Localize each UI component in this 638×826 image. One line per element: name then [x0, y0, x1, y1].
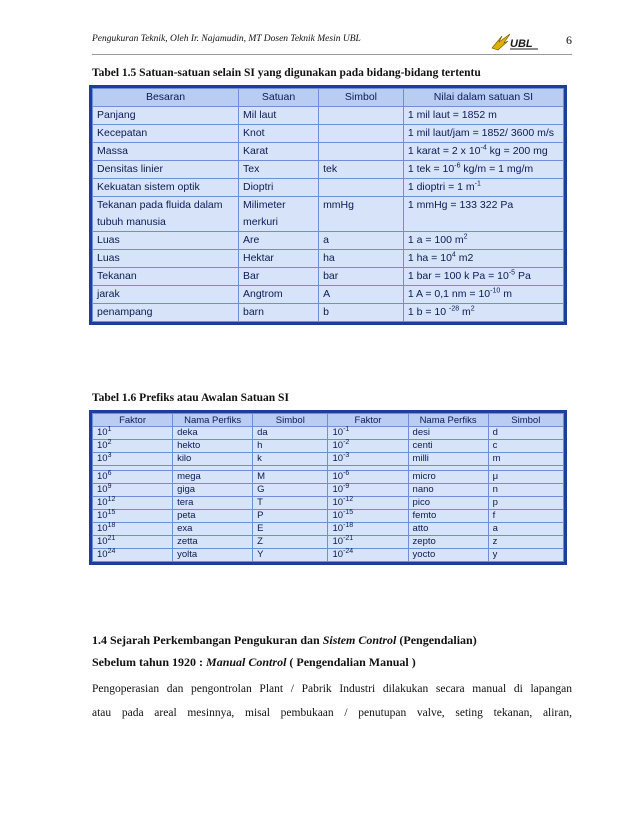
table-cell: Y	[253, 549, 328, 562]
column-header: Nama Perfiks	[408, 414, 488, 427]
table-cell: n	[488, 484, 563, 497]
table-cell: 1 tek = $10^{-6}$ kg/m = 1 mg/m	[403, 161, 563, 179]
table-cell: Mil laut	[239, 107, 319, 125]
table-cell: desi	[408, 427, 488, 440]
table-cell: centi	[408, 440, 488, 453]
table-cell: $10^3$	[93, 453, 173, 466]
table-cell: Luas	[93, 250, 239, 268]
table-cell: $10^{-15}$	[328, 510, 408, 523]
paragraph-line: Pengoperasian dan pengontrolan Plant / Pabrik Industri dilakukan secara manual di lapangan	[92, 683, 572, 695]
column-header: Simbol	[488, 414, 563, 427]
table-cell: yocto	[408, 549, 488, 562]
page-number: 6	[566, 33, 572, 47]
table-cell: y	[488, 549, 563, 562]
subheading-prefix: Sebelum tahun 1920 :	[92, 655, 207, 669]
table-cell: 1 bar = 100 k $Pa = 10^{-5}$ Pa	[403, 268, 563, 286]
table-cell: Tekanan pada fluida dalam tubuh manusia	[93, 197, 239, 232]
table-cell: m	[488, 453, 563, 466]
table-cell: k	[253, 453, 328, 466]
table-row	[93, 510, 564, 523]
table-cell: G	[253, 484, 328, 497]
table-cell: a	[319, 232, 404, 250]
table-cell: $10^{-9}$	[328, 484, 408, 497]
table-cell: 1 mil laut = 1852 m	[403, 107, 563, 125]
table-cell: bar	[319, 268, 404, 286]
table-cell: nano	[408, 484, 488, 497]
table-row	[93, 125, 564, 143]
table-row	[93, 107, 564, 125]
table-cell: d	[488, 427, 563, 440]
table-cell: 1 ha = $10^4$ m2	[403, 250, 563, 268]
table-cell: Massa	[93, 143, 239, 161]
table-cell: p	[488, 497, 563, 510]
table-1-5-header-row	[93, 89, 564, 107]
table-row	[93, 440, 564, 453]
table-cell: kilo	[173, 453, 253, 466]
table-cell: Kekuatan sistem optik	[93, 179, 239, 197]
table-cell: ha	[319, 250, 404, 268]
ubl-logo	[490, 30, 540, 52]
table-row	[93, 232, 564, 250]
table-1-6-caption: Tabel 1.6 Prefiks atau Awalan Satuan SI	[92, 392, 289, 404]
table-cell: Kecepatan	[93, 125, 239, 143]
section-heading	[92, 633, 477, 648]
table-cell: exa	[173, 523, 253, 536]
column-header: Faktor	[328, 414, 408, 427]
table-cell: femto	[408, 510, 488, 523]
table-cell: mega	[173, 471, 253, 484]
table-1-6-frame	[89, 410, 567, 565]
table-cell: $10^{-18}$	[328, 523, 408, 536]
table-row	[93, 453, 564, 466]
table-cell: jarak	[93, 286, 239, 304]
table-cell: zepto	[408, 536, 488, 549]
table-cell: 1 A = 0,1 nm = $10^{-10}$ m	[403, 286, 563, 304]
table-1-5	[92, 88, 564, 322]
table-row	[93, 286, 564, 304]
subheading-italic: Manual Control	[206, 655, 287, 669]
table-cell: $10^{-21}$	[328, 536, 408, 549]
table-row	[93, 484, 564, 497]
table-cell: Karat	[239, 143, 319, 161]
page-header	[92, 30, 572, 52]
section-heading-suffix: (Pengendalian)	[396, 633, 477, 647]
table-cell: $10^{18}$	[93, 523, 173, 536]
table-cell: Are	[239, 232, 319, 250]
table-cell: hekto	[173, 440, 253, 453]
table-cell: b	[319, 304, 404, 322]
table-cell: micro	[408, 471, 488, 484]
table-cell: $10^2$	[93, 440, 173, 453]
table-cell: Z	[253, 536, 328, 549]
table-cell: E	[253, 523, 328, 536]
table-cell: Angtrom	[239, 286, 319, 304]
table-cell: deka	[173, 427, 253, 440]
table-cell: c	[488, 440, 563, 453]
table-cell: 1 b = 10 $^{-28}$ $m^2$	[403, 304, 563, 322]
table-row	[93, 536, 564, 549]
table-cell: Milimeter merkuri	[239, 197, 319, 232]
table-cell: $10^{12}$	[93, 497, 173, 510]
section-heading-prefix: 1.4 Sejarah Perkembangan Pengukuran dan	[92, 633, 323, 647]
table-cell: barn	[239, 304, 319, 322]
table-1-5-caption: Tabel 1.5 Satuan-satuan selain SI yang digunakan pada bidang-bidang tertentu	[92, 67, 481, 79]
table-cell: $10^{-2}$	[328, 440, 408, 453]
table-cell: tek	[319, 161, 404, 179]
table-cell: $10^{-24}$	[328, 549, 408, 562]
table-cell: $10^{-3}$	[328, 453, 408, 466]
logo-text: UBL	[510, 38, 533, 50]
table-cell: Hektar	[239, 250, 319, 268]
table-cell: yolta	[173, 549, 253, 562]
table-cell: peta	[173, 510, 253, 523]
table-row	[93, 268, 564, 286]
table-cell	[319, 125, 404, 143]
table-cell: Luas	[93, 232, 239, 250]
table-cell: Knot	[239, 125, 319, 143]
table-row	[93, 250, 564, 268]
table-row	[93, 471, 564, 484]
table-cell: 1 mmHg = 133 322 Pa	[403, 197, 563, 232]
table-row	[93, 549, 564, 562]
table-cell: a	[488, 523, 563, 536]
column-header: Nama Perfiks	[173, 414, 253, 427]
table-cell: $10^{-1}$	[328, 427, 408, 440]
table-cell: zetta	[173, 536, 253, 549]
table-row	[93, 143, 564, 161]
table-cell	[319, 179, 404, 197]
table-cell: T	[253, 497, 328, 510]
table-cell: h	[253, 440, 328, 453]
table-cell: atto	[408, 523, 488, 536]
table-cell: mmHg	[319, 197, 404, 232]
table-1-5-frame	[89, 85, 567, 325]
table-cell: Panjang	[93, 107, 239, 125]
table-cell: Dioptri	[239, 179, 319, 197]
table-cell: $10^{15}$	[93, 510, 173, 523]
body-paragraph	[92, 677, 572, 725]
table-1-6-body	[93, 427, 564, 562]
table-cell: $10^1$	[93, 427, 173, 440]
column-header: Besaran	[93, 89, 239, 107]
table-cell: Tex	[239, 161, 319, 179]
paragraph-line: atau pada areal mesinnya, misal pembukaan / penutupan valve, seting tekanan, aliran,	[92, 707, 572, 719]
column-header: Simbol	[319, 89, 404, 107]
table-cell: pico	[408, 497, 488, 510]
table-row	[93, 197, 564, 232]
table-cell: da	[253, 427, 328, 440]
table-row	[93, 179, 564, 197]
table-cell: $10^6$	[93, 471, 173, 484]
column-header: Nilai dalam satuan SI	[403, 89, 563, 107]
table-cell: M	[253, 471, 328, 484]
table-cell: Bar	[239, 268, 319, 286]
table-cell: A	[319, 286, 404, 304]
table-cell: 1 a = 100 $m^2$	[403, 232, 563, 250]
table-cell: tera	[173, 497, 253, 510]
section-heading-italic: Sistem Control	[322, 633, 397, 647]
column-header: Simbol	[253, 414, 328, 427]
subheading-suffix: ( Pengendalian Manual )	[286, 655, 416, 669]
table-cell: giga	[173, 484, 253, 497]
table-cell: 1 karat = 2 x $10^{-4}$ kg = 200 mg	[403, 143, 563, 161]
table-cell: $10^9$	[93, 484, 173, 497]
table-cell: P	[253, 510, 328, 523]
table-cell	[319, 143, 404, 161]
section-subheading	[92, 655, 416, 670]
table-1-6	[92, 413, 564, 562]
table-cell: 1 dioptri = 1 $m^{-1}$	[403, 179, 563, 197]
table-cell: $10^{-12}$	[328, 497, 408, 510]
table-cell: μ	[488, 471, 563, 484]
table-1-6-header-row	[93, 414, 564, 427]
header-divider	[92, 54, 572, 55]
table-cell: penampang	[93, 304, 239, 322]
running-title: Pengukuran Teknik, Oleh Ir. Najamudin, MT Dosen Teknik Mesin UBL	[92, 34, 361, 44]
table-row	[93, 304, 564, 322]
table-cell: $10^{21}$	[93, 536, 173, 549]
table-cell: $10^{24}$	[93, 549, 173, 562]
table-1-5-body	[93, 107, 564, 322]
table-cell: f	[488, 510, 563, 523]
table-row	[93, 497, 564, 510]
table-row	[93, 523, 564, 536]
table-cell: Tekanan	[93, 268, 239, 286]
table-row	[93, 161, 564, 179]
column-header: Satuan	[239, 89, 319, 107]
table-cell: $10^{-6}$	[328, 471, 408, 484]
table-cell: Densitas linier	[93, 161, 239, 179]
column-header: Faktor	[93, 414, 173, 427]
table-cell: z	[488, 536, 563, 549]
table-cell	[319, 107, 404, 125]
table-cell: 1 mil laut/jam = 1852/ 3600 m/s	[403, 125, 563, 143]
table-cell: milli	[408, 453, 488, 466]
table-row	[93, 427, 564, 440]
